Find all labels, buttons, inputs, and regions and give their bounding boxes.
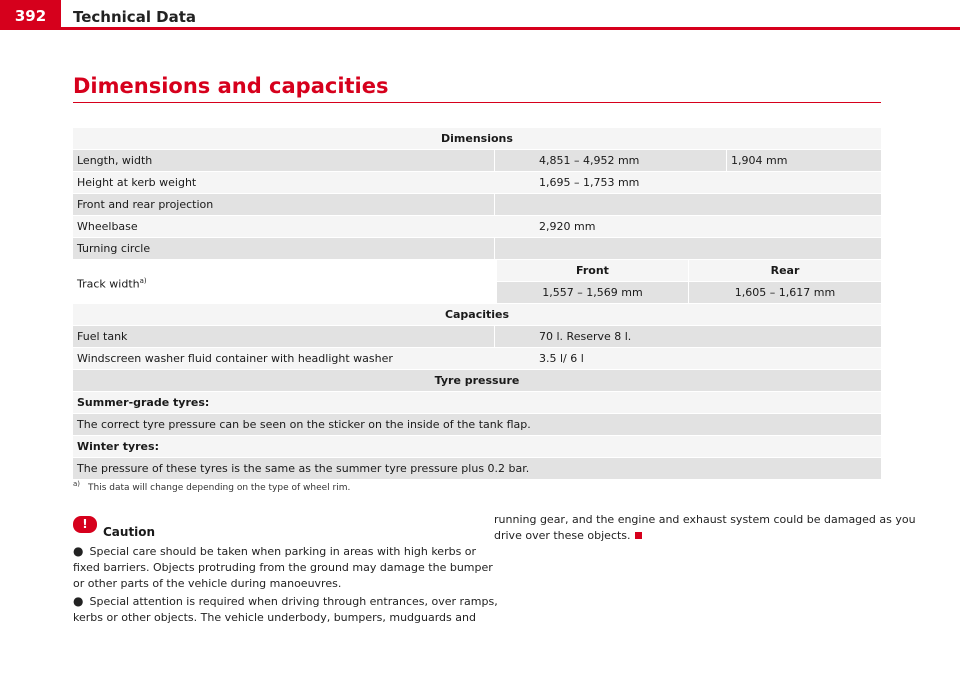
table-row <box>73 414 881 435</box>
column-divider <box>726 150 727 171</box>
table-row <box>73 128 881 149</box>
cell-text: The correct tyre pressure can be seen on the sticker on the inside of the tank flap. <box>77 418 531 431</box>
column-divider <box>494 326 495 347</box>
table-row <box>73 458 881 479</box>
caution-bullet-1 <box>73 543 493 592</box>
table-row <box>73 370 881 391</box>
table-row <box>73 436 881 457</box>
text-line: drive over these objects. <box>494 529 631 542</box>
tyre-pressure-header: Tyre pressure <box>434 374 520 387</box>
track-width-label: Track width <box>77 277 140 291</box>
section-rule <box>73 102 881 103</box>
text-line: running gear, and the engine and exhaust system could be damaged as you <box>494 513 916 526</box>
cell-label: Windscreen washer fluid container with headlight washer <box>77 352 393 365</box>
header-rule <box>0 27 960 30</box>
column-divider <box>494 150 495 171</box>
cell-label: Turning circle <box>77 242 151 255</box>
table-row <box>73 150 881 171</box>
cell-label: Wheelbase <box>77 220 138 233</box>
rear-header: Rear <box>689 260 881 281</box>
caution-icon: ! <box>73 516 97 533</box>
cell-value: 1,904 mm <box>731 154 788 167</box>
text-line: fixed barriers. Objects protruding from the ground may damage the bumper <box>73 561 493 574</box>
table-row <box>73 238 881 259</box>
column-divider <box>494 194 495 215</box>
table-row <box>73 172 881 193</box>
capacities-header: Capacities <box>444 308 510 321</box>
cell-label: Length, width <box>77 154 153 167</box>
text-line: Special attention is required when driving through entrances, over ramps, <box>89 595 498 608</box>
caution-bullet-2 <box>73 593 498 626</box>
text-line <box>73 593 498 610</box>
page-number: 392 <box>0 0 61 30</box>
cell-value: 2,920 mm <box>539 220 596 233</box>
table-row <box>73 304 881 325</box>
specs-table <box>73 128 881 480</box>
table-row <box>73 392 881 413</box>
cell-label: Summer-grade tyres: <box>77 396 210 409</box>
header-title: Technical Data <box>73 8 197 26</box>
dimensions-header: Dimensions <box>441 132 513 145</box>
bullet-icon: ● <box>73 594 84 608</box>
cell-label: Winter tyres: <box>77 440 159 453</box>
text-line: or other parts of the vehicle during manoeuvres. <box>73 577 342 590</box>
cell-label <box>77 271 147 292</box>
cell-value: 4,851 – 4,952 mm <box>539 154 640 167</box>
caution-title: Caution <box>103 525 156 539</box>
footnote <box>73 480 350 493</box>
table-row <box>73 216 881 237</box>
caution-continuation <box>494 512 916 544</box>
cell-value: 70 l. Reserve 8 l. <box>539 330 632 343</box>
footnote-mark: a) <box>73 480 81 488</box>
cell-text: The pressure of these tyres is the same as the summer tyre pressure plus 0.2 bar. <box>77 462 530 475</box>
bullet-icon: ● <box>73 544 84 558</box>
footnote-mark: a) <box>139 277 147 285</box>
footnote-text: This data will change depending on the type of wheel rim. <box>88 483 351 493</box>
end-of-section-icon <box>635 532 642 539</box>
table-row <box>73 260 881 303</box>
cell-value: 3.5 l/ 6 l <box>539 352 584 365</box>
rear-track-value: 1,605 – 1,617 mm <box>689 282 881 303</box>
front-header: Front <box>497 260 688 281</box>
front-track-value: 1,557 – 1,569 mm <box>497 282 688 303</box>
table-row <box>73 348 881 369</box>
table-row <box>73 326 881 347</box>
table-row <box>73 194 881 215</box>
cell-label: Front and rear projection <box>77 198 214 211</box>
cell-label: Height at kerb weight <box>77 176 197 189</box>
cell-value: 1,695 – 1,753 mm <box>539 176 640 189</box>
section-title: Dimensions and capacities <box>73 74 389 98</box>
text-line <box>73 543 493 560</box>
text-line: kerbs or other objects. The vehicle underbody, bumpers, mudguards and <box>73 611 476 624</box>
text-line <box>494 528 916 544</box>
text-line: Special care should be taken when parking in areas with high kerbs or <box>89 545 477 558</box>
column-divider <box>494 238 495 259</box>
cell-label: Fuel tank <box>77 330 128 343</box>
